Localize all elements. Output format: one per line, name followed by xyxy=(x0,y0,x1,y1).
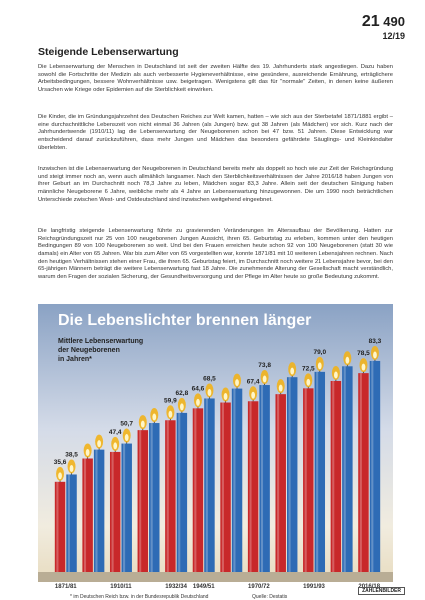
value-label-male-5: 64,6 xyxy=(191,385,205,393)
candle-male-5 xyxy=(193,393,203,572)
issue-date: 12/19 xyxy=(382,31,405,41)
value-label-male-7: 67,4 xyxy=(246,378,260,386)
x-tick-2016-18: 2016/18 xyxy=(358,584,381,590)
candle-male-1 xyxy=(82,444,92,572)
candle-male-9 xyxy=(303,373,313,572)
subtitle-line-1: Mittlere Lebenserwartung xyxy=(58,338,144,345)
value-label-female-0: 38,5 xyxy=(65,451,78,459)
subtitle-line-2: der Neugeborenen xyxy=(58,346,120,354)
x-tick-1932-34: 1932/34 xyxy=(165,584,187,590)
value-label-male-4: 59,9 xyxy=(164,397,177,405)
chart-source: Quelle: Destatis xyxy=(252,594,288,600)
brand-badge: ZAHLENBILDER xyxy=(358,587,405,595)
candle-female-3 xyxy=(149,408,159,572)
candle-female-5 xyxy=(204,383,214,572)
candle-female-9 xyxy=(315,357,325,572)
x-tick-1970-72: 1970/72 xyxy=(248,584,270,590)
candle-female-10 xyxy=(342,351,352,572)
life-expectancy-chart xyxy=(38,304,393,582)
candle-male-3 xyxy=(138,415,148,572)
candle-male-0 xyxy=(55,467,65,572)
candle-male-7 xyxy=(248,386,258,572)
candle-male-11 xyxy=(358,358,368,572)
candle-female-1 xyxy=(94,435,104,572)
candle-female-2 xyxy=(121,429,131,572)
page-title: Steigende Lebenserwartung xyxy=(38,46,179,58)
paragraph-1: Die Lebenserwartung der Menschen in Deutschland ist seit der zweiten Hälfte des 19. Jahrhunderts stark angestiegen. Dazu haben sowohl die Fortschritte der Medizin als auch verbesserte Hygieneverhältnisse, eine gesündere, ausreichende Ernährung, erträglichere Arbeitsbedingungen, bessere Wohnverhältnisse usw. beigetragen. Wenigstens gilt das für "normale" Zeiten, in denen keine äußeren Ursachen wie Kriege oder Epidemien auf die Sterblichkeit einwirken. xyxy=(38,64,393,93)
value-label-female-9: 79,0 xyxy=(313,348,327,356)
value-label-female-4: 62,8 xyxy=(175,389,189,397)
paragraph-2: Die Kinder, die im Gründungsjahrzehnt des Deutschen Reiches zur Welt kamen, hatten – wie sich aus der Sterbetafel 1871/1881 ergibt – eine durchschnittliche Lebenszeit von nicht einmal 36 Jahren (als Jungen) bzw. gut 38 Jahren (als Mädchen) vor sich. Kurz nach der Jahrhundertwende (1910/11) lag die Lebenserwartung der Neugeborenen schon bei 47 bzw. 51 Jahren. Diese Entwicklung war entscheidend darauf zurückzuführen, dass mehr Jungen und Mädchen das besonders gefährdete Säuglings- und Kleinkindalter überlebten. xyxy=(38,114,393,151)
number: 490 xyxy=(383,14,405,29)
candle-female-11 xyxy=(370,346,380,572)
candle-male-10 xyxy=(331,366,341,572)
x-axis-labels xyxy=(38,584,393,594)
document-number xyxy=(362,14,405,41)
chart-base xyxy=(38,572,393,582)
candle-female-0 xyxy=(66,459,76,572)
chart-svg xyxy=(38,304,393,582)
value-label-male-9: 72,5 xyxy=(301,365,315,373)
candle-male-8 xyxy=(275,379,285,572)
candle-male-2 xyxy=(110,437,120,572)
value-label-male-2: 47,4 xyxy=(108,428,122,436)
value-label-female-11: 83,3 xyxy=(368,337,382,345)
candle-female-8 xyxy=(287,362,297,572)
x-tick-1949-51: 1949/51 xyxy=(192,584,215,590)
paragraph-3: Inzwischen ist die Lebenserwartung der Neugeborenen in Deutschland bereits mehr als doppelt so hoch wie zur Zeit der Reichsgründung und steigt immer noch an, wenn auch allmählich langsamer. Nach den Sterblichkeitsverhältnissen der Jahre 2016/18 haben Jungen von ihrer Geburt an im Durchschnitt noch 78,3 Jahre zu leben, Mädchen sogar 83,3 Jahre. Allein seit der deutschen Einigung haben männliche Neugeborene 6 Jahre, weibliche mehr als 4 Jahre an Lebenserwartung hinzugewonnen. Die um 1990 noch beträchtlichen Unterschiede zwischen West- und Ostdeutschland sind inzwischen weitgehend eingeebnet. xyxy=(38,166,393,203)
candle-female-6 xyxy=(232,374,242,572)
value-label-female-5: 68,5 xyxy=(203,375,216,383)
candle-female-4 xyxy=(177,398,187,572)
chart-footnote: * im Deutschen Reich bzw. in der Bundesrepublik Deutschland xyxy=(70,594,209,600)
x-tick-1871-81: 1871/81 xyxy=(54,584,77,590)
candle-male-6 xyxy=(220,388,230,572)
value-label-male-11: 78,5 xyxy=(357,350,370,358)
number-prefix: 21 xyxy=(361,13,380,30)
x-tick-1991-93: 1991/93 xyxy=(303,584,325,590)
chart-title: Die Lebenslichter brennen länger xyxy=(58,312,312,329)
value-label-male-0: 35,6 xyxy=(53,458,67,466)
paragraph-4: Die langfristig steigende Lebenserwartung führte zu gravierenden Veränderungen im Altersaufbau der Bevölkerung. Hatten zur Reichsgründungszeit nur 25 von 100 neugeborenen Jungen Aussicht, ihren 65. Geburtstag zu erleben, kommen unter den heutigen Bedingungen 89 von 100 Neugeborenen so weit. Und bei den Frauen erreichen heute schon 92 von 100 Neugeborenen (statt 30 wie damals) ein Alter von 65 Jahren. War bis zum Alter von 65 vorgestellten war, konnte 1871/81 mit 10 weiteren Lebensjahren rechnen. Nach den heutigen Verhältnissen stehen einer Frau, die ihren 65. Geburtstag feiert, im Durchschnitt noch weitere 21 Lebensjahre bevor, bei den 65-jährigen Männern beträgt die weitere Lebenserwartung fast 18 Jahre. Die zunehmende Alterung der Gesellschaft macht verständlich, warum den Fragen der sozialen Sicherung, der Gesundheitsversorgung und der Pflege im Alter heute so große Bedeutung zukommt. xyxy=(38,228,393,280)
subtitle-line-3: in Jahren* xyxy=(58,355,92,363)
candle-female-7 xyxy=(259,370,269,572)
value-label-female-7: 73,8 xyxy=(258,362,271,370)
x-tick-1910-11: 1910/11 xyxy=(110,584,132,590)
value-label-female-2: 50,7 xyxy=(120,420,134,428)
candle-male-4 xyxy=(165,405,175,572)
